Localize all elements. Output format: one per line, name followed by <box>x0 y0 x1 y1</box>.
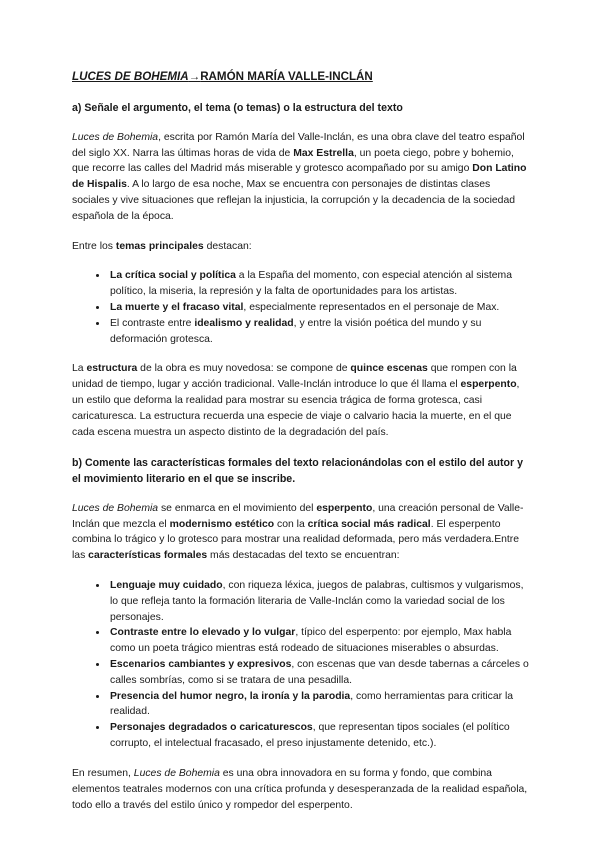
text-run: de la obra es muy novedosa: se compone de <box>137 363 351 375</box>
text-run: , un poeta ciego, pobre y bohemio, que recorre las calles del Madrid más miserable y grotesco acompañado por su amigo <box>72 147 514 175</box>
text-run: , con riqueza léxica, juegos de palabras, cultismos y vulgarismos, lo que refleja tanto la formación literaria de Valle-Inclán como la variedad social de los personajes. <box>110 579 524 623</box>
section-b-summary-paragraph <box>72 766 530 813</box>
section-b-intro-paragraph <box>72 501 530 564</box>
bold-term: estructura <box>86 363 138 375</box>
section-a-themes-intro <box>72 239 530 255</box>
text-run: , escrita por Ramón María del Valle-Inclán, es una obra clave del teatro español del siglo XX. Narra las últimas horas de vida de <box>72 131 525 159</box>
list-item <box>108 625 530 657</box>
bold-term: quince escenas <box>350 363 428 375</box>
title-author: RAMÓN MARÍA VALLE-INCLÁN <box>200 70 373 83</box>
list-item <box>108 268 530 300</box>
work-title-italic: Luces de Bohemia <box>72 502 159 514</box>
text-run: En resumen, <box>72 767 134 779</box>
list-item <box>108 657 530 689</box>
list-item <box>108 689 530 721</box>
section-a-structure-paragraph <box>72 361 530 440</box>
bold-term: Lenguaje muy cuidado <box>110 579 223 591</box>
work-title-italic: Luces de Bohemia <box>133 767 220 779</box>
title-arrow: → <box>188 70 201 83</box>
text-run: , como herramientas para criticar la realidad. <box>110 690 514 718</box>
bold-term: Escenarios cambiantes y expresivos <box>110 659 292 671</box>
bold-term: La crítica social y política <box>110 270 236 282</box>
document-title <box>72 68 530 86</box>
bold-term: idealismo y realidad <box>194 317 294 329</box>
bold-term: modernismo estético <box>169 518 275 530</box>
bold-term: temas principales <box>115 240 204 252</box>
text-run: con la <box>274 518 308 530</box>
bold-term: crítica social más radical <box>307 518 431 530</box>
text-run: La <box>72 363 87 375</box>
text-run: , con escenas que van desde tabernas a cárceles o calles sombrías, como si se tratara de una pesadilla. <box>110 659 529 686</box>
bold-term: Personajes degradados o caricaturescos <box>110 722 313 734</box>
text-run: más destacadas del texto se encuentran: <box>207 550 400 562</box>
bold-term: características formales <box>88 550 208 562</box>
text-run: , especialmente representados en el personaje de Max. <box>243 302 500 314</box>
text-run: Entre los <box>72 240 116 252</box>
list-item <box>108 720 530 752</box>
text-run: . El esperpento combina lo trágico y lo grotesco para mostrar una realidad deformada, pero más verdadera.Entre las <box>72 518 520 562</box>
text-run: es una obra innovadora en su forma y fondo, que combina elementos teatrales modernos con una crítica profunda y desesperanzada de la realidad española, todo ello a través del estilo único y rompedor del esperpento. <box>72 767 528 811</box>
list-item <box>108 578 530 625</box>
bold-term: Presencia del humor negro, la ironía y la parodia <box>110 690 351 702</box>
text-run: , una creación personal de Valle-Inclán que mezcla el <box>72 502 524 530</box>
text-run: que rompen con la unidad de tiempo, lugar y acción tradicional. Valle-Inclán introduce lo que él llama el <box>72 363 517 391</box>
text-run: , un estilo que deforma la realidad para mostrar su esencia trágica de forma grotesca, casi caricaturesca. La estructura recuerda una especie de viaje o calvario hacia la muerte, en el que cada escena muestra un aspecto distinto de la degradación del país. <box>72 379 520 438</box>
bold-term: Max Estrella <box>293 147 354 159</box>
text-run: se enmarca en el movimiento del <box>158 502 317 514</box>
text-run: El contraste entre <box>110 317 195 329</box>
bold-term: esperpento <box>460 379 517 391</box>
text-run: . A lo largo de esa noche, Max se encuentra con personajes de distintas clases sociales y vive situaciones que reflejan la injusticia, la corrupción y la decadencia de la sociedad española de la época. <box>72 179 516 222</box>
work-title-italic: Luces de Bohemia <box>72 131 159 143</box>
bold-term: Don Latino de Hispalis <box>72 163 527 191</box>
text-run: , típico del esperpento: por ejemplo, Max habla como un poeta trágico mientras está rodeado de situaciones miserables o absurdas. <box>110 627 512 655</box>
text-run: a la España del momento, con especial atención al sistema político, la miseria, la represión y la falta de oportunidades para los artistas. <box>110 270 512 298</box>
text-run: , y entre la visión poética del mundo y su deformación grotesca. <box>110 317 482 345</box>
features-list <box>72 578 530 752</box>
section-a-argument-paragraph <box>72 130 530 225</box>
list-item <box>108 300 530 316</box>
bold-term: La muerte y el fracaso vital <box>110 302 244 314</box>
text-run: destacan: <box>203 240 252 252</box>
section-b-heading: b) Comente las características formales del texto relacionándolas con el estilo del autor y el movimiento literario en el que se inscribe. <box>72 456 523 485</box>
bold-term: esperpento <box>316 502 373 514</box>
text-run: , que representan tipos sociales (el político corrupto, el intelectual fracasado, el preso injustamente detenido, etc.). <box>110 722 510 750</box>
bold-term: Contraste entre lo elevado y lo vulgar <box>110 627 296 639</box>
title-work: LUCES DE BOHEMIA <box>72 70 189 83</box>
section-a-heading: a) Señale el argumento, el tema (o temas) o la estructura del texto <box>72 101 403 114</box>
list-item <box>108 316 530 348</box>
themes-list <box>72 268 530 347</box>
